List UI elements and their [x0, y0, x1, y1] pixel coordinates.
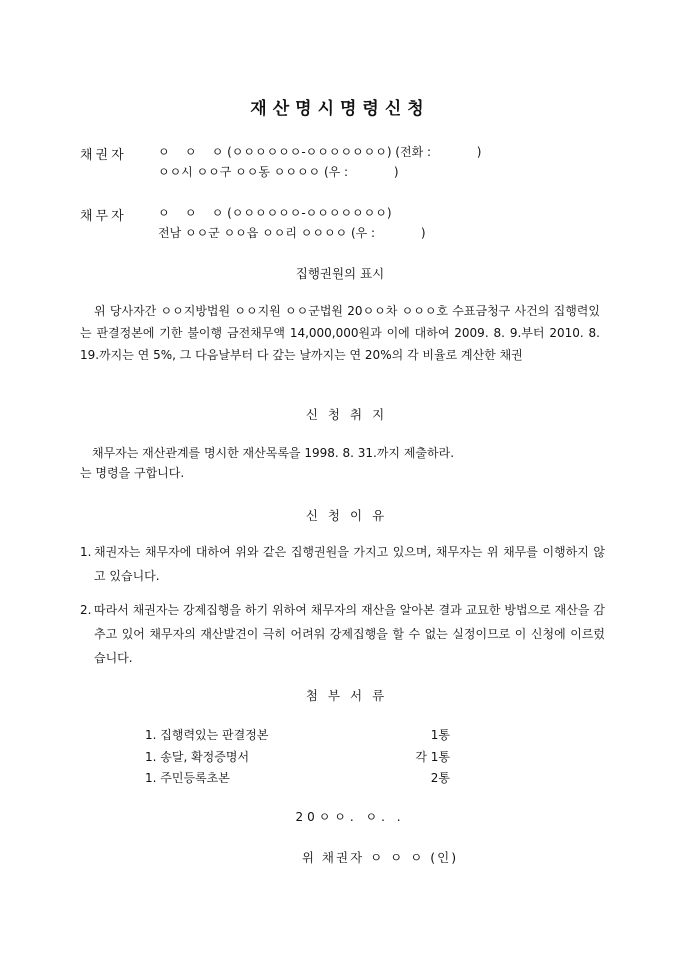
- attachments-heading: 첨부서류: [305, 688, 395, 703]
- reason-number-1: 1.: [80, 545, 92, 559]
- reason-item-2: [80, 598, 605, 670]
- attachment-name: 1. 집행력있는 판결정본: [145, 728, 269, 742]
- reason-text-1: 채권자는 채무자에 대하여 위와 같은 집행권원을 가지고 있으며, 채무자는 위 채무를 이행하지 않고 있습니다.: [94, 545, 605, 583]
- attachment-row: [145, 769, 450, 785]
- attachment-row: [145, 748, 450, 764]
- enforcement-heading: 집행권원의 표시: [295, 266, 385, 281]
- purpose-line-1: 채무자는 재산관계를 명시한 재산목록을 1998. 8. 31.까지 제출하라.: [92, 446, 455, 460]
- reasons-heading: 신청이유: [305, 508, 395, 523]
- filing-date: 20ㅇㅇ. ㅇ. .: [295, 810, 405, 824]
- attachment-row: [145, 726, 450, 742]
- creditor-address: ㅇㅇ시 ㅇㅇ구 ㅇㅇ동 ㅇㅇㅇㅇ (우 : ): [158, 165, 399, 179]
- reason-number-2: 2.: [80, 603, 92, 617]
- creditor-identity: ㅇ ㅇ ㅇ (ㅇㅇㅇㅇㅇㅇ-ㅇㅇㅇㅇㅇㅇㅇ) (전화 : ): [158, 145, 482, 159]
- attachment-name: 1. 송달, 확정증명서: [145, 750, 250, 764]
- attachment-count: 2통: [430, 771, 450, 785]
- enforcement-text: 위 당사자간 ㅇㅇ지방법원 ㅇㅇ지원 ㅇㅇ군법원 20ㅇㅇ차 ㅇㅇㅇ호 수표금청구 사건의 집행력있는 판결정본에 기한 불이행 금전채무액 14,000,000원과 이에 대하여 2009. 8. 9.부터 2010. 8. 19.까지는 연 5%, 그 다음날부터 다 갚는 날까지는 연 20%의 각 비율로 계산한 채권: [80, 304, 600, 362]
- attachment-name: 1. 주민등록초본: [145, 771, 230, 785]
- signer-line: 위 채권자 ㅇ ㅇ ㅇ (인): [301, 850, 459, 865]
- reason-item-1: [80, 540, 605, 588]
- attachment-count: 각 1통: [415, 750, 450, 764]
- document-title: 재산명시명령신청: [250, 99, 430, 119]
- purpose-heading: 신청취지: [305, 407, 395, 422]
- creditor-label: 채권자: [80, 148, 127, 163]
- debtor-address: 전남 ㅇㅇ군 ㅇㅇ읍 ㅇㅇ리 ㅇㅇㅇㅇ (우 : ): [158, 226, 426, 240]
- debtor-identity: ㅇ ㅇ ㅇ (ㅇㅇㅇㅇㅇㅇ-ㅇㅇㅇㅇㅇㅇㅇ): [158, 206, 392, 220]
- attachment-count: 1통: [430, 728, 450, 742]
- debtor-label: 채무자: [80, 209, 127, 224]
- purpose-line-2: 는 명령을 구합니다.: [80, 466, 185, 480]
- reason-text-2: 따라서 채권자는 강제집행을 하기 위하여 채무자의 재산을 알아본 결과 교묘한 방법으로 재산을 감추고 있어 채무자의 재산발견이 극히 어려워 강제집행을 할 수 없는 실정이므로 이 신청에 이르렀습니다.: [94, 603, 605, 665]
